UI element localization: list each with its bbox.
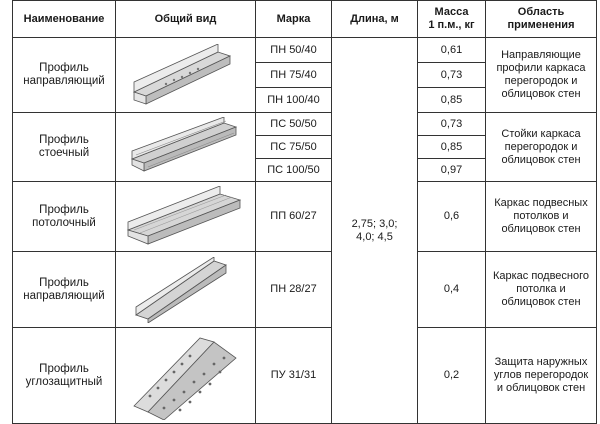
- table-row: [13, 38, 597, 63]
- profile-name-line1: Профиль: [39, 203, 89, 216]
- profile-name-line1: Профиль: [39, 62, 89, 74]
- area-cell: [486, 113, 597, 182]
- header-mass: [418, 1, 486, 38]
- profile-name-line1: Профиль: [39, 362, 89, 375]
- profile-name-line2: потолочный: [32, 216, 96, 229]
- mark-cell: ПС 100/50: [256, 159, 332, 182]
- area-cell: [486, 252, 597, 328]
- mass-cell: 0,6: [418, 182, 486, 252]
- profile-name: [13, 328, 116, 424]
- profile-name: [13, 38, 116, 113]
- table-row: [13, 252, 597, 328]
- profile-image-corner-bead: [116, 328, 256, 424]
- area-line: Защита наружных: [494, 356, 588, 368]
- profile-name-line1: Профиль: [39, 276, 89, 289]
- mark-cell: ПП 60/27: [256, 182, 332, 252]
- area-line: профили каркаса: [496, 62, 586, 74]
- profile-image-u-channel: [116, 38, 256, 113]
- area-line: перегородок и: [504, 75, 578, 87]
- area-cell: [486, 328, 597, 424]
- profile-name-line2: направляющий: [23, 289, 105, 302]
- area-line: Каркас подвесных: [494, 197, 588, 209]
- profile-table-wrapper: [12, 0, 596, 420]
- area-line: облицовок стен: [501, 223, 581, 235]
- area-line: перегородок и: [504, 140, 578, 153]
- mass-cell: 0,4: [418, 252, 486, 328]
- header-view: Общий вид: [116, 1, 256, 38]
- mark-cell: ПН 100/40: [256, 88, 332, 113]
- mark-cell: ПС 75/50: [256, 136, 332, 159]
- header-area-line1: Область: [517, 6, 565, 18]
- profile-name: [13, 182, 116, 252]
- header-mass-line2: 1 п.м., кг: [428, 19, 475, 31]
- c-stud-profile-icon: [126, 117, 246, 177]
- mass-cell: 0,61: [418, 38, 486, 63]
- profile-name: [13, 252, 116, 328]
- table-row: [13, 328, 597, 424]
- mark-cell: ПН 50/40: [256, 38, 332, 63]
- mass-cell: 0,73: [418, 63, 486, 88]
- area-line: Направляющие: [501, 49, 581, 61]
- header-length: Длина, м: [332, 1, 418, 38]
- header-mark: Марка: [256, 1, 332, 38]
- area-line: облицовок стен: [501, 153, 581, 166]
- profile-table: [12, 0, 597, 424]
- header-mass-line1: Масса: [434, 6, 469, 18]
- area-line: и облицовок стен: [496, 382, 586, 394]
- profile-name-line2: углозащитный: [25, 375, 103, 388]
- area-line: облицовок стен: [501, 296, 581, 308]
- header-row: [13, 1, 597, 38]
- profile-name-line2: стоечный: [38, 147, 90, 159]
- mark-cell: ПН 75/40: [256, 63, 332, 88]
- table-row: [13, 182, 597, 252]
- u-channel-profile-icon: [126, 44, 246, 106]
- area-line: углов перегородок: [493, 369, 589, 381]
- length-value-line2: 4,0; 4,5: [356, 230, 393, 243]
- area-line: Стойки каркаса: [501, 127, 581, 140]
- mark-cell: ПС 50/50: [256, 113, 332, 136]
- length-value-line1: 2,75; 3,0;: [351, 217, 398, 230]
- ceiling-profile-icon: [124, 186, 248, 248]
- profile-name: [13, 113, 116, 182]
- profile-name-line1: Профиль: [39, 134, 89, 146]
- mark-cell: ПУ 31/31: [256, 328, 332, 424]
- corner-bead-profile-icon: [124, 332, 248, 420]
- mass-cell: 0,85: [418, 136, 486, 159]
- area-line: Каркас подвесного: [492, 270, 590, 282]
- header-name: Наименование: [13, 1, 116, 38]
- mass-cell: 0,73: [418, 113, 486, 136]
- header-area: [486, 1, 597, 38]
- mark-cell: ПН 28/27: [256, 252, 332, 328]
- area-cell: [486, 38, 597, 113]
- area-line: облицовок стен: [501, 88, 581, 100]
- area-cell: [486, 182, 597, 252]
- header-area-line2: применения: [507, 19, 575, 31]
- mass-cell: 0,85: [418, 88, 486, 113]
- mass-cell: 0,2: [418, 328, 486, 424]
- profile-image-ceiling: [116, 182, 256, 252]
- profile-name-line2: направляющий: [23, 75, 105, 87]
- profile-image-c-stud: [116, 113, 256, 182]
- table-row: [13, 113, 597, 136]
- area-line: потолка и: [516, 283, 566, 295]
- u-guide-profile-icon: [126, 257, 246, 323]
- area-line: потолков и: [513, 210, 569, 222]
- length-cell: [332, 38, 418, 424]
- profile-image-u-guide: [116, 252, 256, 328]
- mass-cell: 0,97: [418, 159, 486, 182]
